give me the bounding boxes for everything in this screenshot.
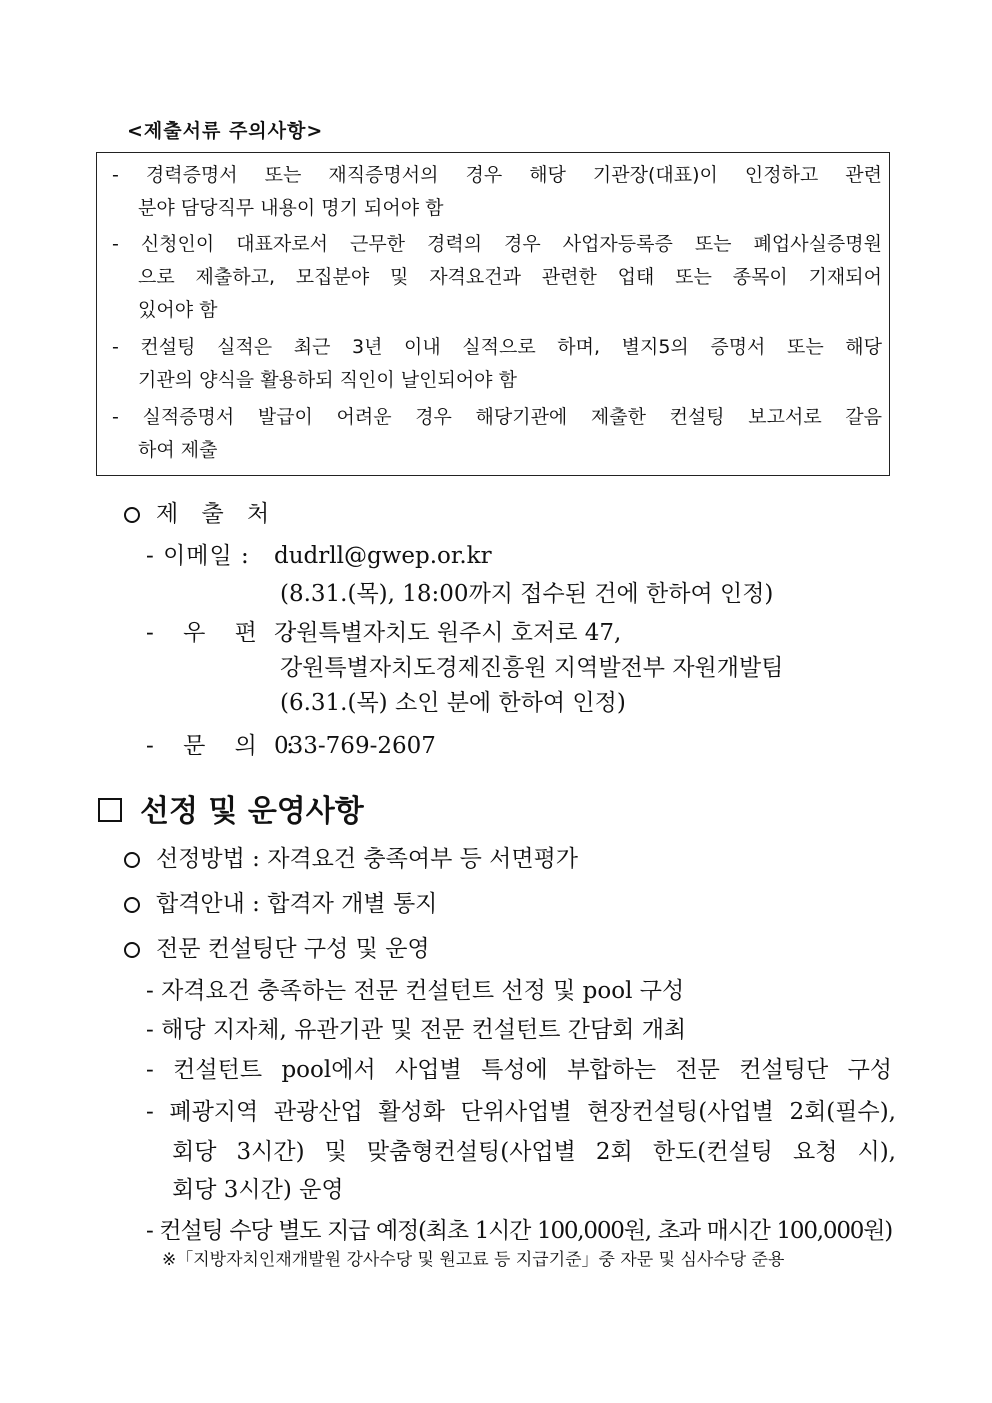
inquiry-row [146,727,436,765]
subitem-4: - 폐광지역 관광산업 활성화 단위사업별 현장컨설팅(사업별 2회(필수), [146,1099,896,1125]
post-line-3: (6.31.(목) 소인 분에 한하여 인정) [280,690,626,716]
post-label: - 우 편 : [146,620,294,646]
subitem-4-cont-2: 회당 3시간) 운영 [172,1177,344,1203]
subitem-3: - 컨설턴트 pool에서 사업별 특성에 부합하는 전문 컨설팅단 구성 [146,1057,892,1083]
circle-bullet-icon [124,942,140,958]
email-row [146,537,492,575]
notice-line-8: - 실적증명서 발급이 어려운 경우 해당기관에 제출한 컨설팅 보고서로 갈음 [112,406,882,428]
email-label: - 이메일 : [146,543,250,569]
circle-bullet-icon [124,507,140,523]
item-selection-method: 선정방법 : 자격요건 충족여부 등 서면평가 [124,840,578,873]
post-row [146,614,621,652]
notice-line-1: - 경력증명서 또는 재직증명서의 경우 해당 기관장(대표)이 인정하고 관련 [112,164,882,186]
notice-line-6: - 컨설팅 실적은 최근 3년 이내 실적으로 하며, 별지5의 증명서 또는 해당 [112,336,882,358]
footnote: ※「지방자치인재개발원 강사수당 및 원고료 등 지급기준」중 자문 및 심사수당 준용 [162,1250,785,1270]
inquiry-label: - 문 의 : [146,733,294,759]
email-value: dudrll@gwep.or.kr [274,543,492,569]
item-notification: 합격안내 : 합격자 개별 통지 [124,885,437,918]
subitem-5: - 컨설팅 수당 별도 지급 예정(최초 1시간 100,000원, 초과 매시간 100,000원) [146,1218,892,1244]
subitem-4-cont-1: 회당 3시간) 및 맞춤형컨설팅(사업별 2회 한도(컨설팅 요청 시), [172,1139,896,1165]
notice-title: <제출서류 주의사항> [127,120,324,142]
notice-line-3: - 신청인이 대표자로서 근무한 경력의 경우 사업자등록증 또는 폐업사실증명원 [112,233,882,255]
circle-bullet-icon [124,852,140,868]
inquiry-value: 033-769-2607 [274,733,436,759]
post-line-2: 강원특별자치도경제진흥원 지역발전부 자원개발팀 [280,655,784,681]
notice-line-7: 기관의 양식을 활용하되 직인이 날인되어야 함 [138,369,517,391]
notice-line-5: 있어야 함 [138,299,218,321]
post-line-1: 강원특별자치도 원주시 호저로 47, [274,620,622,646]
section-title: 선정 및 운영사항 [98,786,364,830]
subitem-2: - 해당 지자체, 유관기관 및 전문 컨설턴트 간담회 개최 [146,1017,687,1043]
notice-line-2: 분야 담당직무 내용이 명기 되어야 함 [138,197,444,219]
notice-line-4: 으로 제출하고, 모집분야 및 자격요건과 관련한 업태 또는 종목이 기재되어 [138,266,882,288]
square-bullet-icon [98,798,122,822]
email-note: (8.31.(목), 18:00까지 접수된 건에 한하여 인정) [280,581,774,607]
notice-line-9: 하여 제출 [138,439,218,461]
item-consulting-team: 전문 컨설팅단 구성 및 운영 [124,930,430,963]
submission-heading: 제 출 처 [124,495,277,528]
circle-bullet-icon [124,897,140,913]
subitem-1: - 자격요건 충족하는 전문 컨설턴트 선정 및 pool 구성 [146,978,685,1004]
